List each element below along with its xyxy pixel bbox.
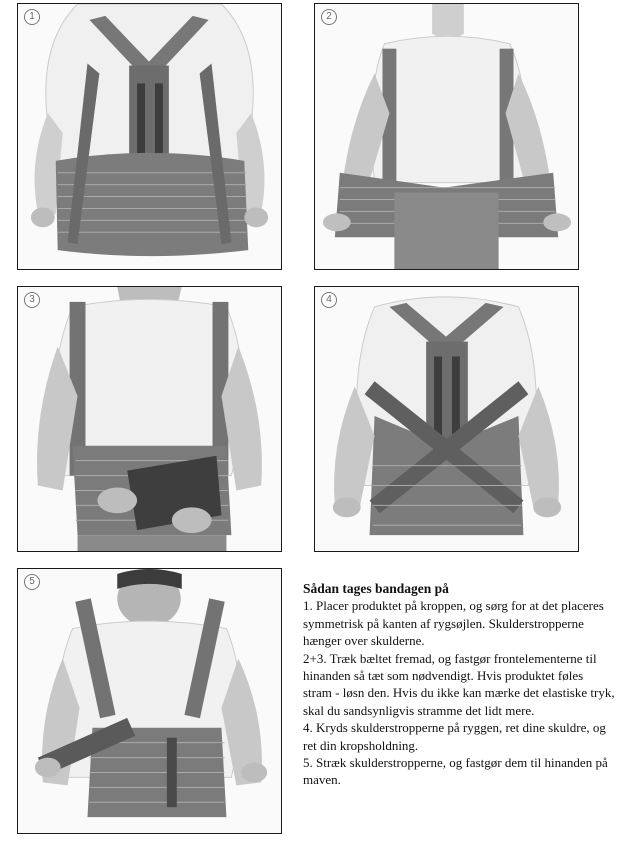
instruction-step-4: 4. Kryds skulderstropperne på ryggen, ret dine skuldre, og ret din kropsholdning.	[303, 720, 606, 753]
step-badge: 5	[24, 574, 40, 590]
step-badge: 2	[321, 9, 337, 25]
step-2-photo	[314, 3, 579, 270]
back-view-brace-illustration	[18, 4, 281, 269]
instruction-step-2-3: 2+3. Træk bæltet fremad, og fastgør frontelementerne til hinanden så tæt som nødvendigt. Hvis produktet føles	[303, 650, 597, 684]
step-1-photo	[17, 3, 282, 270]
front-view-shoulder-straps-illustration	[18, 569, 281, 833]
step-badge: 1	[24, 9, 40, 25]
step-3-photo	[17, 286, 282, 552]
front-view-belt-illustration	[315, 4, 578, 269]
step-4-photo	[314, 286, 579, 552]
step-5-photo	[17, 568, 282, 834]
front-view-fastening-illustration	[18, 287, 281, 551]
instruction-step-2-3-continued: stram - løsn den. Hvis du ikke kan mærke det elastiske tryk, skal du sandsynligvis stramme det lidt mere.	[303, 685, 615, 718]
instruction-step-5: 5. Stræk skulderstropperne, og fastgør dem til hinanden på maven.	[303, 755, 608, 788]
step-badge: 3	[24, 292, 40, 308]
instructions-title: Sådan tages bandagen på	[303, 581, 449, 596]
instructions	[303, 580, 621, 789]
instruction-step-1: 1. Placer produktet på kroppen, og sørg for at det placeres symmetrisk på kanten af rygsøjlen. Skulderstropperne hænger over skulderne.	[303, 598, 604, 649]
step-badge: 4	[321, 292, 337, 308]
back-view-crossing-straps-illustration	[315, 287, 578, 551]
